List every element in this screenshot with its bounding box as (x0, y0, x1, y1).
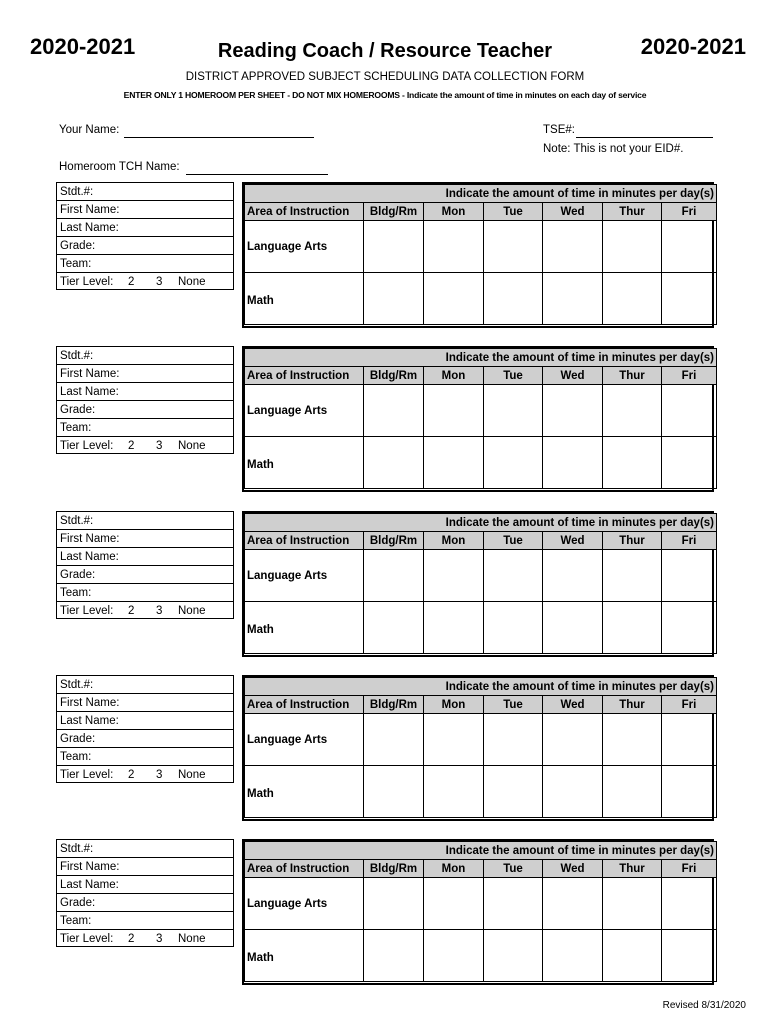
minutes-cell-wed[interactable] (543, 221, 603, 273)
subject-language-arts: Language Arts (245, 714, 364, 766)
day-header-fri: Fri (662, 696, 717, 714)
tier-option-2[interactable]: 2 (128, 605, 135, 617)
minutes-cell-fri[interactable] (662, 878, 717, 930)
student-block (56, 182, 714, 328)
minutes-cell-fri[interactable] (662, 221, 717, 273)
minutes-cell-fri[interactable] (662, 714, 717, 766)
day-header-thur: Thur (603, 203, 662, 221)
team-field[interactable]: Team: (57, 419, 233, 437)
area-of-instruction-header: Area of Instruction (245, 696, 364, 714)
your-name-field[interactable] (124, 137, 314, 138)
minutes-cell-wed[interactable] (543, 714, 603, 766)
tse-label: TSE#: (543, 124, 575, 136)
minutes-cell-fri[interactable] (662, 273, 717, 325)
day-header-wed: Wed (543, 860, 603, 878)
minutes-cell-wed[interactable] (543, 550, 603, 602)
day-header-thur: Thur (603, 367, 662, 385)
minutes-cell-fri[interactable] (662, 385, 717, 437)
first-name-field[interactable]: First Name: (57, 365, 233, 383)
minutes-header: Indicate the amount of time in minutes per day(s) (245, 185, 717, 203)
day-header-fri: Fri (662, 203, 717, 221)
subject-math: Math (245, 930, 364, 982)
day-header-fri: Fri (662, 860, 717, 878)
subject-language-arts: Language Arts (245, 385, 364, 437)
minutes-cell-tue[interactable] (484, 930, 543, 982)
minutes-cell-thur[interactable] (603, 878, 662, 930)
day-header-thur: Thur (603, 696, 662, 714)
stdt-number-field[interactable]: Stdt.#: (57, 512, 233, 530)
student-info-box (56, 839, 234, 947)
tier-option-none[interactable]: None (178, 933, 206, 945)
homeroom-label: Homeroom TCH Name: (59, 161, 180, 173)
minutes-cell-tue[interactable] (484, 221, 543, 273)
day-header-thur: Thur (603, 860, 662, 878)
day-header-mon: Mon (424, 860, 484, 878)
year-left: 2020-2021 (30, 34, 136, 59)
minutes-cell-thur[interactable] (603, 930, 662, 982)
team-field[interactable]: Team: (57, 584, 233, 602)
minutes-cell-wed[interactable] (543, 385, 603, 437)
minutes-cell-thur[interactable] (603, 766, 662, 818)
subject-language-arts: Language Arts (245, 550, 364, 602)
subject-math: Math (245, 273, 364, 325)
minutes-cell-tue[interactable] (484, 766, 543, 818)
bldg-rm-cell[interactable] (364, 766, 424, 818)
day-header-tue: Tue (484, 696, 543, 714)
minutes-cell-mon[interactable] (424, 437, 484, 489)
minutes-cell-tue[interactable] (484, 273, 543, 325)
minutes-cell-wed[interactable] (543, 930, 603, 982)
grade-field[interactable]: Grade: (57, 401, 233, 419)
minutes-cell-thur[interactable] (603, 602, 662, 654)
day-header-fri: Fri (662, 532, 717, 550)
minutes-cell-mon[interactable] (424, 714, 484, 766)
minutes-cell-fri[interactable] (662, 930, 717, 982)
student-block (56, 346, 714, 492)
student-info-box (56, 675, 234, 783)
tier-option-none[interactable]: None (178, 276, 206, 288)
tier-level-field[interactable] (57, 930, 233, 948)
day-header-wed: Wed (543, 696, 603, 714)
day-header-mon: Mon (424, 532, 484, 550)
minutes-cell-tue[interactable] (484, 602, 543, 654)
student-info-box (56, 511, 234, 619)
subject-math: Math (245, 602, 364, 654)
tier-level-label: Tier Level: (60, 769, 114, 781)
form-title: Reading Coach / Resource Teacher (217, 40, 553, 62)
student-block (56, 675, 714, 821)
schedule-table (242, 346, 714, 492)
stdt-number-field[interactable]: Stdt.#: (57, 183, 233, 201)
tier-option-2[interactable]: 2 (128, 769, 135, 781)
your-name-label: Your Name: (59, 124, 120, 136)
stdt-number-field[interactable]: Stdt.#: (57, 840, 233, 858)
tier-option-2[interactable]: 2 (128, 276, 135, 288)
day-header-mon: Mon (424, 696, 484, 714)
tier-option-3[interactable]: 3 (156, 933, 163, 945)
subject-language-arts: Language Arts (245, 878, 364, 930)
tier-option-3[interactable]: 3 (156, 440, 163, 452)
tier-level-field[interactable] (57, 273, 233, 291)
bldg-rm-cell[interactable] (364, 602, 424, 654)
grade-field[interactable]: Grade: (57, 566, 233, 584)
tier-level-label: Tier Level: (60, 933, 114, 945)
tier-level-label: Tier Level: (60, 276, 114, 288)
minutes-cell-mon[interactable] (424, 602, 484, 654)
team-field[interactable]: Team: (57, 255, 233, 273)
minutes-header: Indicate the amount of time in minutes per day(s) (245, 514, 717, 532)
day-header-wed: Wed (543, 532, 603, 550)
minutes-cell-tue[interactable] (484, 714, 543, 766)
last-name-field[interactable]: Last Name: (57, 383, 233, 401)
year-right: 2020-2021 (640, 34, 746, 59)
last-name-field[interactable]: Last Name: (57, 876, 233, 894)
minutes-header: Indicate the amount of time in minutes per day(s) (245, 842, 717, 860)
student-block (56, 511, 714, 657)
grade-field[interactable]: Grade: (57, 237, 233, 255)
minutes-cell-mon[interactable] (424, 385, 484, 437)
minutes-cell-wed[interactable] (543, 878, 603, 930)
grade-field[interactable]: Grade: (57, 894, 233, 912)
schedule-table (242, 675, 714, 821)
day-header-tue: Tue (484, 203, 543, 221)
minutes-cell-fri[interactable] (662, 766, 717, 818)
minutes-cell-wed[interactable] (543, 437, 603, 489)
tier-level-field[interactable] (57, 766, 233, 784)
form-instruction: ENTER ONLY 1 HOMEROOM PER SHEET - DO NOT MIX HOMEROOMS - Indicate the amount of time in minutes on each day of service (123, 90, 647, 100)
tse-field[interactable] (576, 137, 713, 138)
minutes-cell-fri[interactable] (662, 550, 717, 602)
minutes-cell-fri[interactable] (662, 437, 717, 489)
homeroom-field[interactable] (186, 174, 328, 175)
tier-option-none[interactable]: None (178, 440, 206, 452)
bldg-rm-cell[interactable] (364, 385, 424, 437)
tier-option-none[interactable]: None (178, 769, 206, 781)
day-header-mon: Mon (424, 203, 484, 221)
day-header-mon: Mon (424, 367, 484, 385)
area-of-instruction-header: Area of Instruction (245, 367, 364, 385)
area-of-instruction-header: Area of Instruction (245, 203, 364, 221)
minutes-cell-wed[interactable] (543, 602, 603, 654)
minutes-header: Indicate the amount of time in minutes per day(s) (245, 678, 717, 696)
form-subtitle: DISTRICT APPROVED SUBJECT SCHEDULING DATA COLLECTION FORM (185, 71, 585, 83)
day-header-tue: Tue (484, 532, 543, 550)
first-name-field[interactable]: First Name: (57, 201, 233, 219)
minutes-cell-mon[interactable] (424, 878, 484, 930)
bldg-rm-cell[interactable] (364, 221, 424, 273)
grade-field[interactable]: Grade: (57, 730, 233, 748)
minutes-cell-mon[interactable] (424, 930, 484, 982)
minutes-cell-thur[interactable] (603, 385, 662, 437)
subject-language-arts: Language Arts (245, 221, 364, 273)
bldg-rm-header: Bldg/Rm (364, 532, 424, 550)
tier-option-3[interactable]: 3 (156, 769, 163, 781)
day-header-thur: Thur (603, 532, 662, 550)
minutes-cell-mon[interactable] (424, 550, 484, 602)
schedule-table (242, 182, 714, 328)
tier-option-3[interactable]: 3 (156, 605, 163, 617)
day-header-fri: Fri (662, 367, 717, 385)
last-name-field[interactable]: Last Name: (57, 219, 233, 237)
minutes-cell-fri[interactable] (662, 602, 717, 654)
minutes-cell-wed[interactable] (543, 273, 603, 325)
student-info-box (56, 346, 234, 454)
minutes-cell-thur[interactable] (603, 550, 662, 602)
bldg-rm-header: Bldg/Rm (364, 696, 424, 714)
minutes-cell-thur[interactable] (603, 437, 662, 489)
team-field[interactable]: Team: (57, 912, 233, 930)
tier-level-field[interactable] (57, 437, 233, 455)
first-name-field[interactable]: First Name: (57, 530, 233, 548)
bldg-rm-cell[interactable] (364, 273, 424, 325)
minutes-cell-wed[interactable] (543, 766, 603, 818)
day-header-wed: Wed (543, 367, 603, 385)
tier-level-label: Tier Level: (60, 440, 114, 452)
tier-option-3[interactable]: 3 (156, 276, 163, 288)
minutes-cell-mon[interactable] (424, 273, 484, 325)
first-name-field[interactable]: First Name: (57, 858, 233, 876)
team-field[interactable]: Team: (57, 748, 233, 766)
bldg-rm-header: Bldg/Rm (364, 860, 424, 878)
minutes-cell-thur[interactable] (603, 273, 662, 325)
student-block (56, 839, 714, 985)
day-header-tue: Tue (484, 367, 543, 385)
minutes-cell-tue[interactable] (484, 437, 543, 489)
stdt-number-field[interactable]: Stdt.#: (57, 676, 233, 694)
bldg-rm-header: Bldg/Rm (364, 203, 424, 221)
bldg-rm-cell[interactable] (364, 930, 424, 982)
tier-level-label: Tier Level: (60, 605, 114, 617)
bldg-rm-cell[interactable] (364, 714, 424, 766)
student-info-box (56, 182, 234, 290)
tse-note: Note: This is not your EID#. (543, 143, 684, 155)
area-of-instruction-header: Area of Instruction (245, 860, 364, 878)
schedule-table (242, 511, 714, 657)
day-header-wed: Wed (543, 203, 603, 221)
last-name-field[interactable]: Last Name: (57, 548, 233, 566)
tier-option-2[interactable]: 2 (128, 933, 135, 945)
first-name-field[interactable]: First Name: (57, 694, 233, 712)
tier-option-none[interactable]: None (178, 605, 206, 617)
bldg-rm-cell[interactable] (364, 437, 424, 489)
bldg-rm-header: Bldg/Rm (364, 367, 424, 385)
tier-option-2[interactable]: 2 (128, 440, 135, 452)
day-header-tue: Tue (484, 860, 543, 878)
last-name-field[interactable]: Last Name: (57, 712, 233, 730)
minutes-cell-thur[interactable] (603, 221, 662, 273)
schedule-table (242, 839, 714, 985)
stdt-number-field[interactable]: Stdt.#: (57, 347, 233, 365)
minutes-cell-mon[interactable] (424, 221, 484, 273)
minutes-cell-tue[interactable] (484, 878, 543, 930)
bldg-rm-cell[interactable] (364, 878, 424, 930)
revised-date: Revised 8/31/2020 (662, 1000, 746, 1011)
subject-math: Math (245, 437, 364, 489)
minutes-header: Indicate the amount of time in minutes per day(s) (245, 349, 717, 367)
subject-math: Math (245, 766, 364, 818)
tier-level-field[interactable] (57, 602, 233, 620)
minutes-cell-tue[interactable] (484, 550, 543, 602)
minutes-cell-thur[interactable] (603, 714, 662, 766)
minutes-cell-tue[interactable] (484, 385, 543, 437)
bldg-rm-cell[interactable] (364, 550, 424, 602)
area-of-instruction-header: Area of Instruction (245, 532, 364, 550)
minutes-cell-mon[interactable] (424, 766, 484, 818)
